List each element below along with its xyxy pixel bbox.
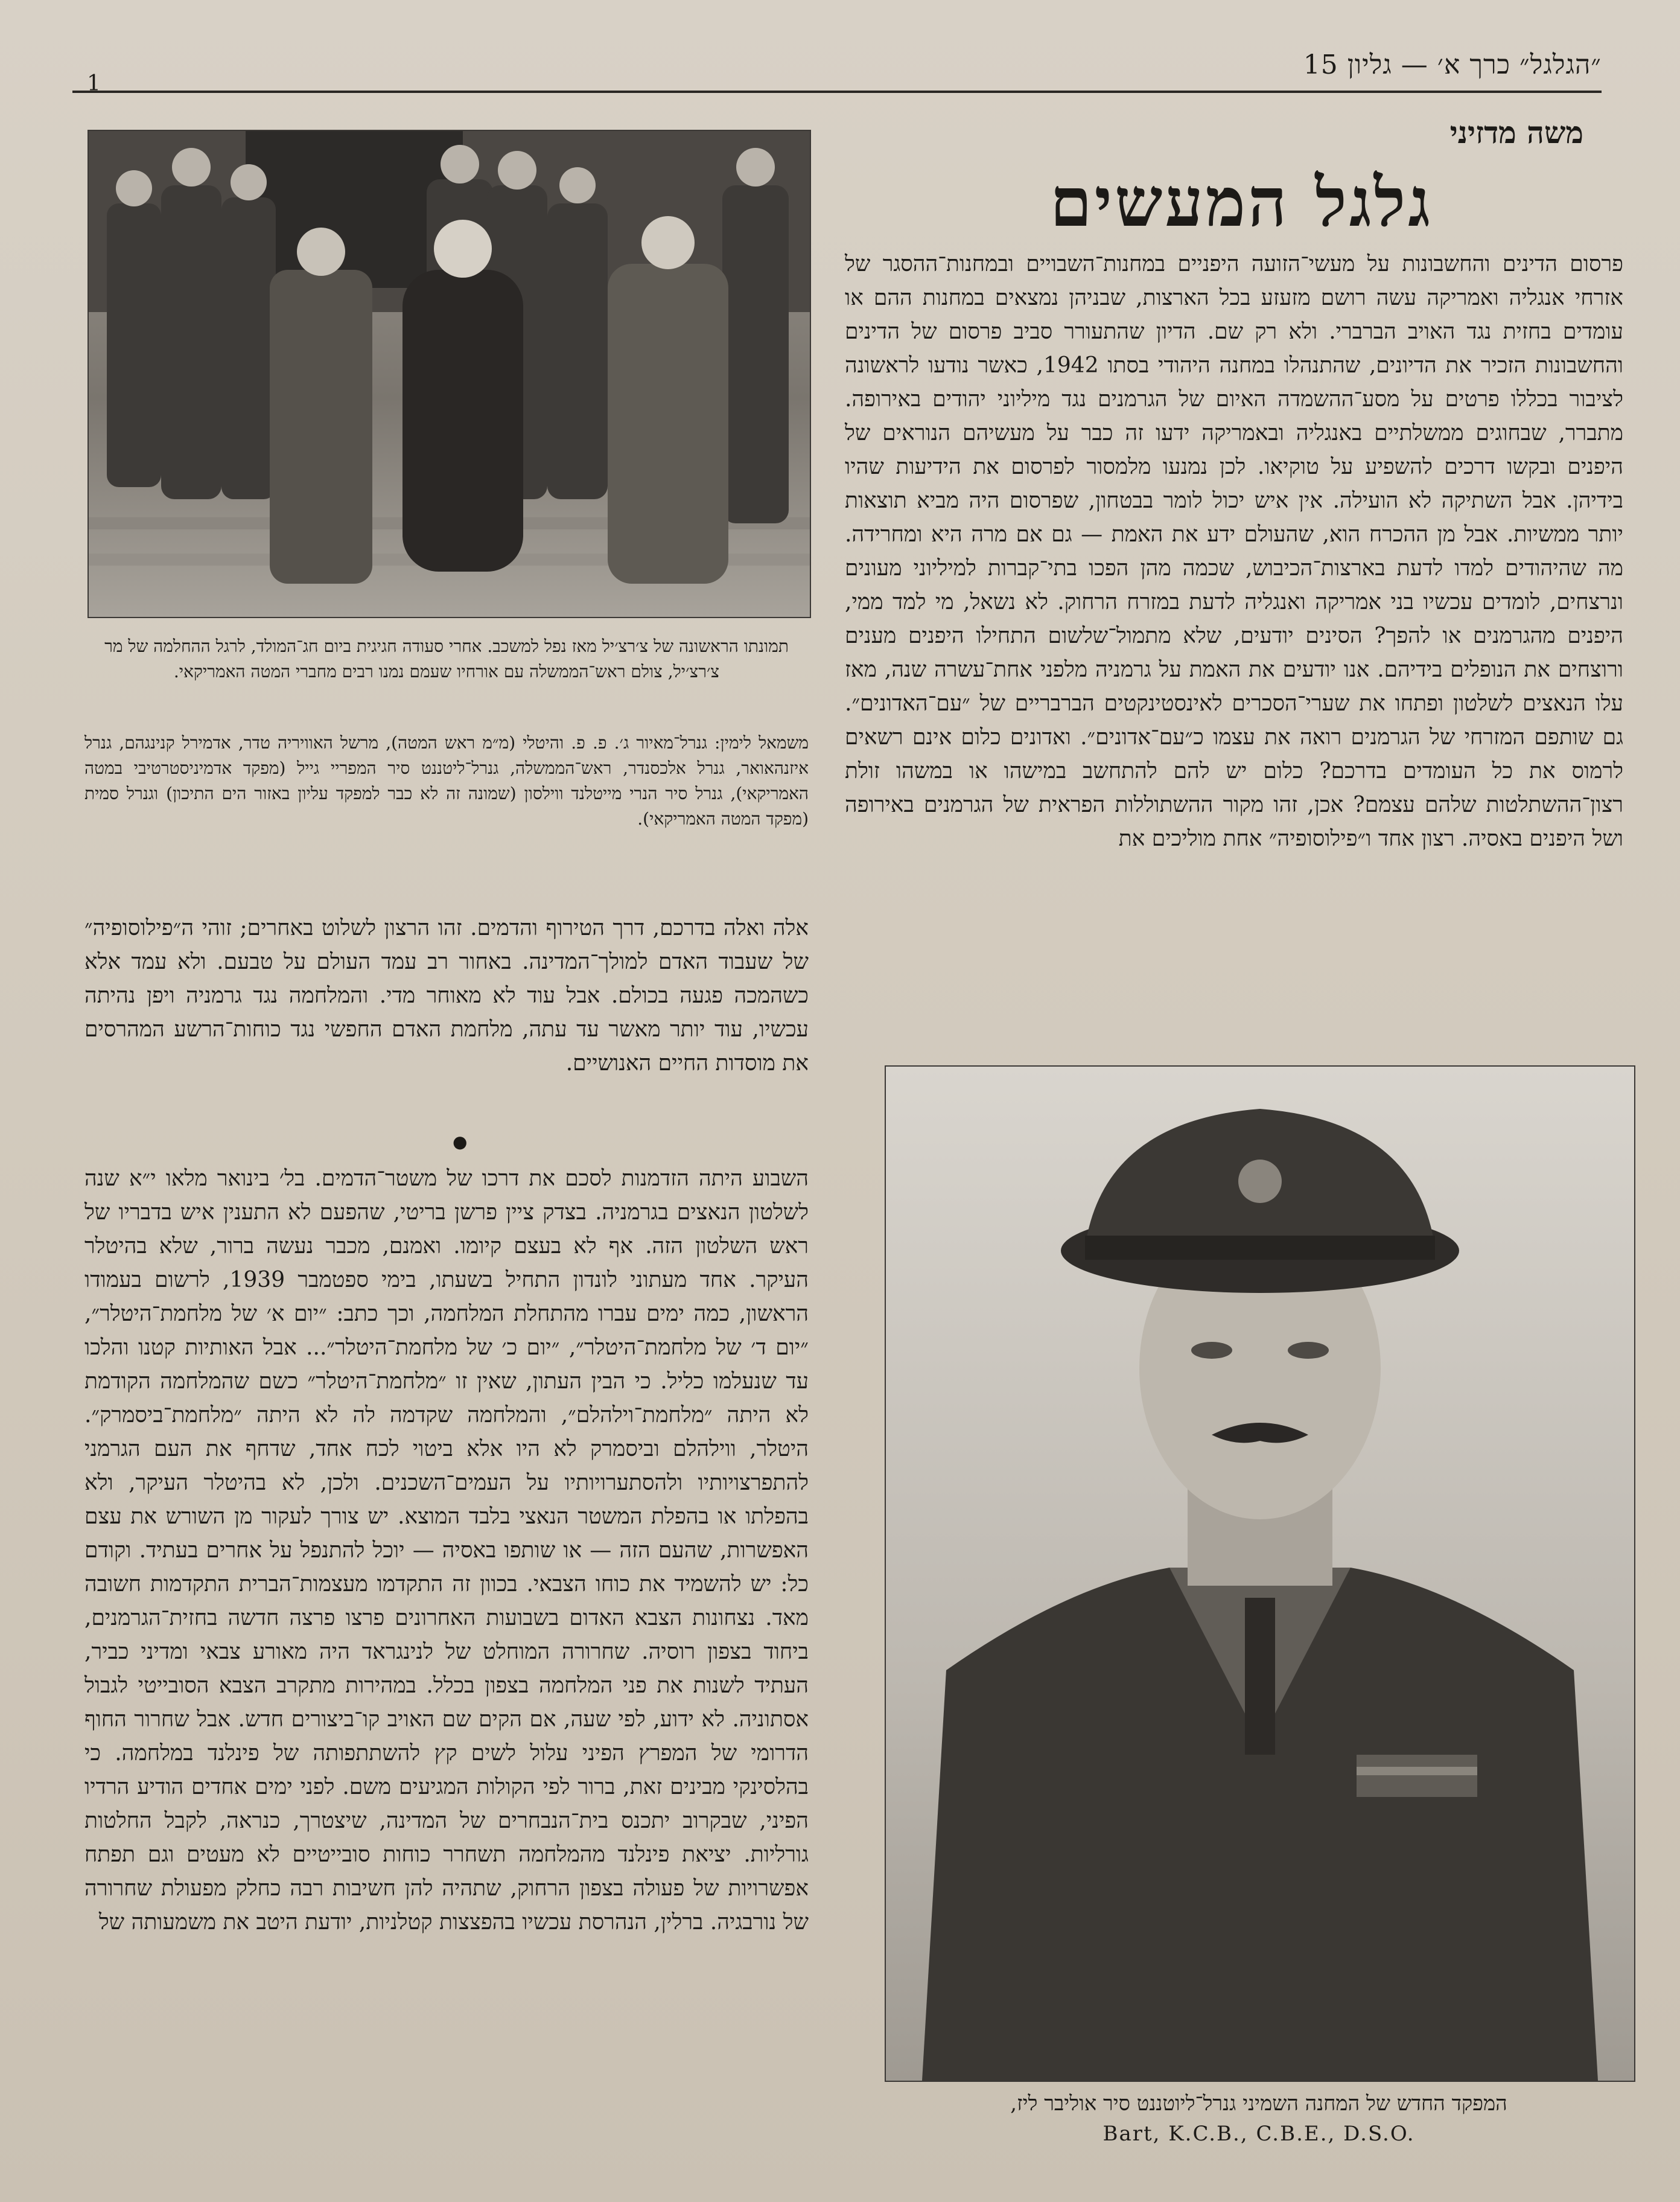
portrait-caption-hebrew: המפקד החדש של המחנה השמיני גנרל־ליוטננט סיר אוליבר ליז, [1010, 2092, 1507, 2116]
portrait-photo-image [886, 1067, 1634, 2081]
article-text-right-column: פרסום הדינים והחשבונות על מעשי־הזועה היפניים במחנות־השבויים ובמחנות־ההסגר של אזרחי אנגליה ואמריקה עשה רושם מזעזע בכל הארצות, שבניהן נמצאים במחנות ההם או עומדים בחזית נגד האויב הברברי. ולא רק שם. הדיון שהתעורר סביב פרסום של הדינים והחשבונות הזכיר את הדיונים, שהתנהלו במחנה היהודי בסתו 1942, כאשר נודעו לראשונה לציבור בכללו פרטים על מסע־ההשמדה האיום של הגרמנים נגד מיליוני יהודים באירופה. מתברר, שבחוגים ממשלתיים באנגליה ובאמריקה ידעו זה כבר על מעשיהם הנוראים של היפנים ובקשו דרכים להשפיע על טוקיאו. לכן נמנעו מלמסור לפרסום את הידיעות שהיו בידיהן. אבל השתיקה לא הועילה. אין איש יכול לומר בבטחון, שפרסום היה מביא תוצאות יותר ממשיות. אבל מן ההכרח הוא, שהעולם ידע את האמת — גם אם מרה היא ומחרידה. מה שהיהודים למדו לדעת בארצות־הכיבוש, שכמה מהן הפכו בתי־קברות למיליוני מעונים ונרצחים, לומדים עכשיו בני אמריקה ואנגליה לדעת במזרח הרחוק. לא נשאל, מי למד ממי, היפנים מהגרמנים או להפך? הסינים יודעים, שלא מתמול־שלשום התחילו היפנים מענים ורוצחים את הנופלים בידיהם. אנו יודעים את האמת על גרמניה מלפני אחת־עשרה שנה, מאז עלו הנאצים לשלטון ופתחו את שערי־הסכרים לאינסטינקטים הברבריים של ״עם־האדונים״. גם שותפם המזרחי של הגרמנים רואה את עצמו כ״עם־אדונים״. ואדונים כלום אינם רשאים לרמוס את כל העומדים בדרכם? כלום יש להם להתחשב במישהו או במשהו זולת רצון־ההשתלטות שלהם עצמם? אכן, זהו מקור ההשתוללות הפראית של הגרמנים באירופה ושל היפנים באסיה. רצון אחד ו״פילוסופיה״ אחת מוליכים את [845, 252, 1624, 851]
section-divider: ● [453, 1132, 468, 1152]
group-photo [88, 130, 811, 618]
page-number: 1 [87, 71, 101, 96]
article-text-left-top: אלה ואלה בדרכם, דרך הטירוף והדמים. זהו הרצון לשלוט באחרים; זוהי ה״פילוסופיה״ של שעבוד האדם למולך־המדינה. באחור רב עמד העולם על טבעם. ולא עמד אלא כשהמכה פגעה בכולם. אבל עוד לא מאוחר מדי. והמלחמה נגד גרמניה ויפן נהיתה עכשיו, עוד יותר מאשר עד עתה, מלחמת האדם החפשי נגד כוחות־הרשע המהרסים את מוסדות החיים האנושיים. [84, 916, 809, 1076]
group-photo-names: משמאל לימין: גנרל־מאיור ג׳. פ. פ. והיטלי (מ״מ ראש המטה), מרשל האוויריה טדר, אדמירל קנינגהם, גנרל איזנהאואר, גנרל אלכסנדר, ראש־הממשלה, גנרל־ליטננט סיר המפריי גייל (מפקד אדמיניסטרטיבי במטה האמריקאי), גנרל סיר הנרי מייטלנד ווילסון (שמונה זה לא כבר למפקד עליון באזור הים התיכון) וגנרל סמית (מפקד המטה האמריקאי). [84, 733, 809, 829]
group-photo-caption: תמונתו הראשונה של צ׳רצ׳יל מאז נפל למשכב. אחרי סעודה חגיגית ביום חג־המולד, לרגל ההחלמה של מר צ׳רצ׳יל, צולם ראש־הממשלה עם אורחיו שעמם נמנו רבים מחברי המטה האמריקאי. [104, 636, 789, 681]
portrait-caption-latin: Bart, K.C.B., C.B.E., D.S.O. [1102, 2122, 1415, 2146]
portrait-photo-caption [885, 2089, 1633, 2149]
page-header [72, 47, 1602, 96]
group-photo-image [89, 131, 810, 617]
article-text-left-main: השבוע היתה הזדמנות לסכם את דרכו של משטר־הדמים. בל׳ בינואר מלאו י״א שנה לשלטון הנאצים בגרמניה. בצדק ציין פרשן בריטי, שהפעם לא התענין איש בדבריו של ראש השלטון הזה. אף לא בעצם קיומו. ואמנם, מכבר נעשה ברור, שלא בהיטלר העיקר. אחד מעתוני לונדון התחיל בשעתו, בימי ספטמבר 1939, לרשום בעמודו הראשון, כמה ימים עברו מהתחלת המלחמה, וכך כתב: ״יום א׳ של מלחמת־היטלר״, ״יום ד׳ של מלחמת־היטלר״, ״יום כ׳ של מלחמת־היטלר״... אבל האותיות קטנו והלכו עד שנעלמו כליל. כי הבין העתון, שאין זו ״מלחמת־היטלר״ כשם שהמלחמה הקודמת לא היתה ״מלחמת־וילהלם״, והמלחמה שקדמה לה לא היתה ״מלחמת־ביסמרק״. היטלר, ווילהלם וביסמרק לא היו אלא ביטוי לכח אחד, שדחף את העם הגרמני להתפרצויותיו ולהסתערויותיו על העמים־השכנים. ולכן, לא בהיטלר העיקר, ולא בהפלתו או בהפלת המשטר הנאצי בלבד המוצא. יש צורך לעקור מן השורש את עצם האפשרות, שהעם הזה — או שותפו באסיה — יוכל להתנפל על אחרים בעתיד. וקודם כל: יש להשמיד את כוחו הצבאי. בכוון זה התקדמו מעצמות־הברית התקדמות חשובה מאד. נצחונות הצבא האדום בשבועות האחרונים פרצו פרצה חדשה בחזית־הגרמנים, ביחוד בצפון רוסיה. שחרורה המוחלט של לנינגראד היה מאורע צבאי ומדיני כביר, העתיד לשנות את פני המלחמה בצפון בכלל. במהירות מתקרב הצבא הסובייטי לגבול אסתוניה. לא ידוע, לפי שעה, אם הקים שם האויב קו־ביצורים חדש. אבל שחרור החוף הדרומי של המפרץ הפיני עלול לשים קץ להשתתפותה של פינלנד במלחמה. כי בהלסינקי מבינים זאת, ברור לפי הקולות המגיעים משם. לפני ימים אחדים הודיע הרדיו הפיני, שבקרוב יתכנס בית־הנבחרים של המדינה, שיצטרך, כנראה, לקבל החלטות גורליות. יציאת פינלנד מהמלחמה תשחרר כוחות סובייטיים לא מעטים וגם תפתח אפשרויות של פעולה בצפון הרחוק, שתהיה להן חשיבות רבה כחלק מפעולת שחרורה של נורבגיה. ברלין, הנהרסת עכשיו בהפצצות קטלניות, יודעת היטב את משמעותה של [84, 1166, 809, 1935]
running-head: ״הגלגל״ כרך א׳ — גליון 15 [1303, 49, 1602, 80]
portrait-photo [885, 1065, 1635, 2082]
article-byline: משה מדזיני [1449, 115, 1583, 150]
article-title: גלגל המעשים [1049, 163, 1433, 242]
